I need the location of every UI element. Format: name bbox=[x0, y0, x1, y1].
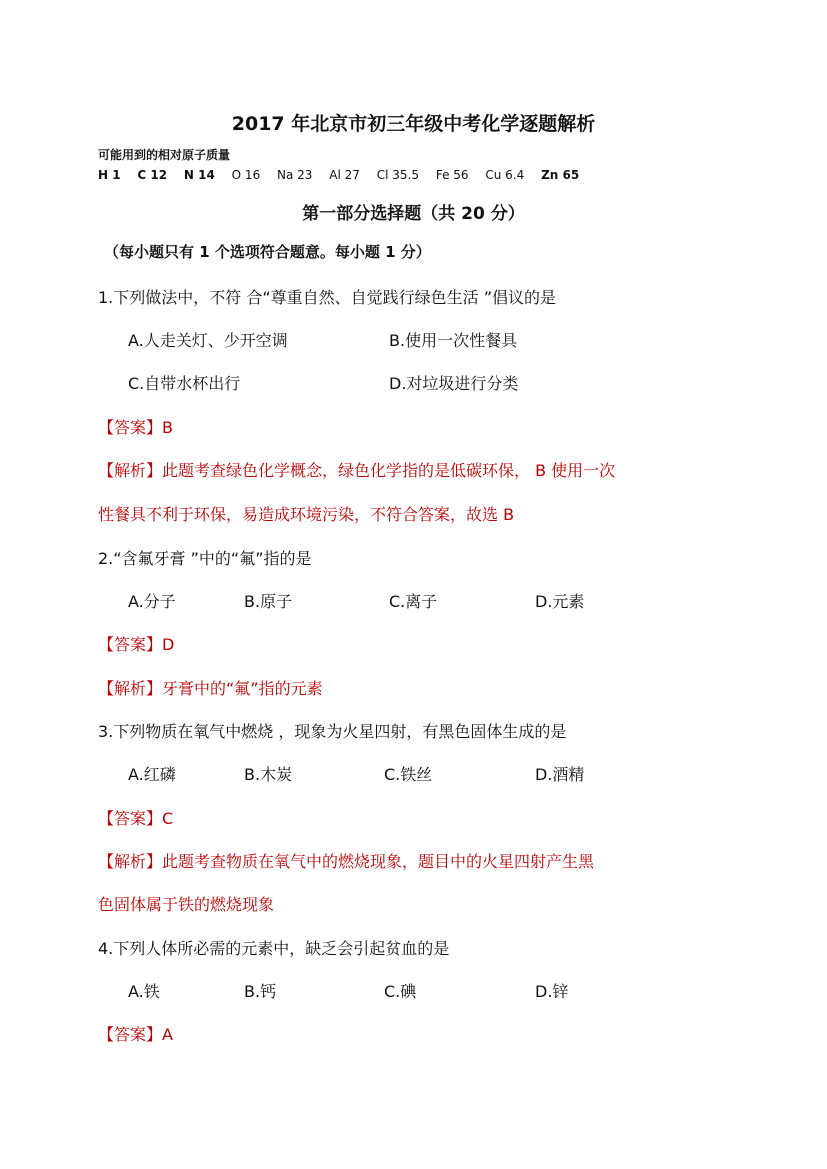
page-title: 2017 年北京市初三年级中考化学逐题解析 bbox=[231, 113, 596, 135]
question-3-option-c: C.铁丝 bbox=[384, 765, 433, 784]
question-3-explanation-line-2: 色固体属于铁的燃烧现象 bbox=[98, 895, 275, 914]
question-4-option-a: A.铁 bbox=[128, 982, 160, 1001]
question-4-answer: 【答案】A bbox=[98, 1025, 173, 1044]
question-1-stem: 1.下列做法中，不符 合“尊重自然、自觉践行绿色生活 ”倡议的是 bbox=[98, 288, 557, 307]
question-3-stem: 3.下列物质在氧气中燃烧 ，现象为火星四射，有黑色固体生成的是 bbox=[98, 722, 567, 741]
question-1-answer: 【答案】B bbox=[98, 418, 173, 437]
section-title: 第一部分选择题（共 20 分） bbox=[302, 204, 525, 224]
atomic-mass-c: C 12 bbox=[137, 168, 168, 182]
question-3-answer: 【答案】C bbox=[98, 809, 174, 828]
atomic-mass-h: H 1 bbox=[98, 168, 121, 182]
atomic-mass-al: Al 27 bbox=[329, 168, 360, 182]
atomic-mass-cl: Cl 35.5 bbox=[376, 168, 419, 182]
question-1-explanation-line-2: 性餐具不利于环保，易造成环境污染，不符合答案，故选 B bbox=[98, 505, 515, 524]
question-4-option-c: C.碘 bbox=[384, 982, 417, 1001]
question-4-option-b: B.钙 bbox=[244, 982, 277, 1001]
atomic-mass-na: Na 23 bbox=[277, 168, 313, 182]
question-1-option-b: B.使用一次性餐具 bbox=[389, 331, 518, 350]
atomic-mass-cu: Cu 6.4 bbox=[485, 168, 525, 182]
question-2-answer: 【答案】D bbox=[98, 635, 175, 654]
question-1-option-c: C.自带水杯出行 bbox=[128, 374, 241, 393]
atomic-mass-o: O 16 bbox=[231, 168, 261, 182]
question-1-option-a: A.人走关灯、少开空调 bbox=[128, 331, 288, 350]
question-4-option-d: D.锌 bbox=[535, 982, 569, 1001]
atomic-mass-list bbox=[98, 168, 592, 182]
atomic-mass-n: N 14 bbox=[183, 168, 215, 182]
question-2-option-b: B.原子 bbox=[244, 592, 293, 611]
question-3-option-b: B.木炭 bbox=[244, 765, 293, 784]
question-2-explanation: 【解析】牙膏中的“氟”指的元素 bbox=[98, 679, 323, 698]
question-3-explanation-line-1: 【解析】此题考查物质在氧气中的燃烧现象，题目中的火星四射产生黑 bbox=[98, 852, 595, 871]
question-1-option-d: D.对垃圾进行分类 bbox=[389, 374, 519, 393]
question-1-explanation-line-1: 【解析】此题考查绿色化学概念，绿色化学指的是低碳环保， B 使用一次 bbox=[98, 461, 616, 480]
question-3-option-d: D.酒精 bbox=[535, 765, 585, 784]
atomic-mass-label: 可能用到的相对原子质量 bbox=[98, 148, 231, 162]
question-2-option-c: C.离子 bbox=[389, 592, 438, 611]
section-note: （每小题只有 1 个选项符合题意。每小题 1 分） bbox=[104, 243, 431, 261]
atomic-mass-fe: Fe 56 bbox=[435, 168, 469, 182]
question-2-stem: 2.“含氟牙膏 ”中的“氟”指的是 bbox=[98, 549, 312, 568]
question-3-option-a: A.红磷 bbox=[128, 765, 176, 784]
question-4-stem: 4.下列人体所必需的元素中，缺乏会引起贫血的是 bbox=[98, 939, 450, 958]
question-2-option-a: A.分子 bbox=[128, 592, 176, 611]
atomic-mass-zn: Zn 65 bbox=[541, 168, 580, 182]
question-2-option-d: D.元素 bbox=[535, 592, 585, 611]
